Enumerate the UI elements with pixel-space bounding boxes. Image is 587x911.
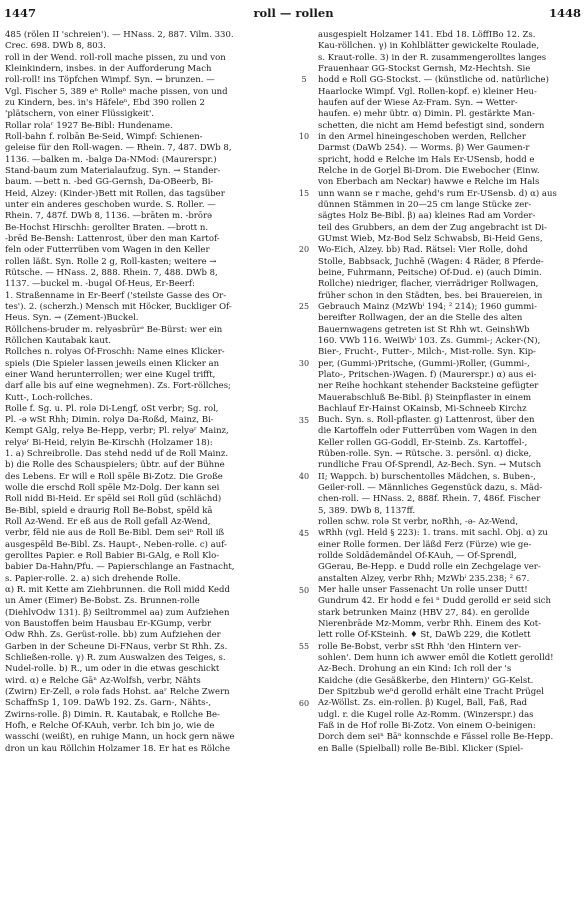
text-line: Pl. -ə wSt Rhh; Dimin. rolyə Da-Roßd, Mainz, Bi- [5, 415, 214, 426]
right-column [318, 30, 581, 908]
text-line: -brēd Be-Bensh: Lattenrost, über den man Kartof- [5, 233, 220, 244]
text-line: Kleinkindern, insbes. in der Aufforderung Mach [5, 63, 212, 74]
text-line: rollde Soldādemändel Of-KAuh, — Of-Sprendl, [318, 551, 517, 562]
text-line: Gundrum 42. Er hodd e fei ⁿ Dudd gerolld er seid sich [318, 596, 552, 607]
text-line: Keller rollen GG-Goddl, Er-Steinb. Zs. Kartoffel-, [318, 437, 528, 448]
text-line: früher schon in den Städten, bes. bei Brauereien, in [318, 290, 543, 301]
text-line: Heid, Alzey: (Kinder-)Bett mit Rollen, das tagsüber [5, 188, 225, 199]
right-page-number: 1448 [548, 6, 581, 20]
text-line: ausgespēld Be-Bibl. Zs. Haupt-, Neben-rolle. c) auf- [5, 539, 227, 550]
line-number: 50 [298, 585, 310, 595]
line-number: 30 [298, 358, 310, 368]
text-line: anstalten Alzey, verbr Rhh; MzWbⁱ 235.238; ² 67. [318, 573, 530, 584]
text-line: Be-Bibl, spield e draurig Roll Be-Bobst, spēld kā [5, 505, 213, 516]
text-line: beine, Fuhrmann, Peitsche) Of-Dud. e) (auch Dimin. [318, 267, 542, 278]
text-line: Rütsche. — HNass. 2, 888. Rhein. 7, 488. DWb 8, [5, 267, 218, 278]
text-line: 'plätschern, von einer Flüssigkeit'. [5, 109, 154, 120]
text-line: Rollar rolaʳ 1927 Be-Bibl: Hundename. [5, 120, 173, 131]
text-line: 1137. —buckel m. -bugəl Of-Heus, Er-Beerf: [5, 279, 195, 290]
text-line: Darmst (DaWb 254). — Worms. β) Wer Gaumen-r [318, 143, 530, 154]
text-line: Rollche) niedriger, flacher, vierrädriger Rollwagen, [318, 279, 539, 290]
text-line: roll-roll! ins Töpfchen Wimpf. Syn. → brunzen. — [5, 75, 215, 86]
text-line: darf alle bis auf eine wegnehmen). Zs. Fort-röllches; [5, 381, 231, 392]
text-line: gerolltes Papier. e Roll Babier Bi-GAlg, e Roll Klo- [5, 551, 220, 562]
text-line: Rüben-rolle. Syn. → Rütsche. 3. persönl. α) dicke, [318, 449, 532, 460]
text-line: die Kartoffeln oder Futterrüben vom Wagen in den [318, 426, 537, 437]
text-line: Stolle, Babbsack, Juchhē (Wagen: 4 Räder, 8 Pferde- [318, 256, 544, 267]
text-line: Garben in der Scheune Di-FNaus, verbr St Rhh. Zs. [5, 641, 228, 652]
line-number: 25 [298, 302, 310, 312]
text-line: s. Papier-rolle. 2. a) sich drehende Rolle. [5, 573, 181, 584]
text-line: ner Reihe hochkant stehender Backsteine gefügter [318, 381, 539, 392]
text-line: Kau-röllchen. γ) in Kohlblätter gewickelte Roulade, [318, 41, 540, 52]
text-line: Heus. Syn. → (Zement-)Buckel. [5, 313, 139, 324]
text-line: Rolle f. Sg. u. Pl. rolə Di-Lengf, oSt verbr; Sg. rol, [5, 403, 219, 414]
text-line: Kutt-, Loch-rollches. [5, 392, 93, 403]
line-number: 10 [298, 132, 310, 142]
text-line: tes'). 2. (scherzh.) Mensch mit Höcker, Buckliger Of- [5, 301, 232, 312]
line-number: 40 [298, 472, 310, 482]
text-line: 1. a) Schreibrolle. Das stehd nedd uf de Roll Mainz. [5, 449, 229, 460]
text-line: teil des Grubbers, an dem der Zug angebracht ist Di- [318, 222, 547, 233]
text-line: II; Wappch. b) burschentolles Mädchen, s. Buben-, [318, 471, 536, 482]
text-line: einer Wand herunterrollen; wer eine Kugel trifft, [5, 369, 216, 380]
text-line: Rhein. 7, 487f. DWb 8, 1136. —brāten m. -brōrə [5, 211, 213, 222]
text-line: SchaffnSp 1, 109. DaWb 192. Zs. Garn-, Nähts-, [5, 698, 212, 709]
text-line: Mer halle unser Fassenacht Un rolle unser Dutt! [318, 585, 528, 596]
running-head: roll — rollen [253, 6, 334, 20]
text-line: Schließen-rolle. γ) R. zum Auswalzen des Teiges, s. [5, 653, 226, 664]
text-line: 1136. —balken m. -balgə Da-NMod: (Maurerspr.) [5, 154, 217, 165]
text-line: geleise für den Roll-wagen. — Rhein. 7, 487. DWb 8, [5, 143, 232, 154]
text-line: Kempt GAlg, relyə Be-Hepp, verbr; Pl. relyəʳ Mainz, [5, 426, 229, 437]
line-number-margin [294, 30, 314, 908]
text-line: Mauerabschluß Be-Bibl. β) Steinpflaster in einem [318, 392, 532, 403]
text-line: stark betrunken Mainz (HBV 27, 84). en gerollde [318, 607, 530, 618]
text-line: Faß in de Hof rolle Bi-Zotz. Von einem O-beinigen: [318, 721, 536, 732]
line-number: 20 [298, 245, 310, 255]
text-line: s. Kraut-rolle. 3) in der R. zusammengerolltes langes [318, 52, 547, 63]
text-line: Bachlauf Er-Hainst OKainsb, Mi-Schneeb Kirchz [318, 403, 527, 414]
text-line: Röllchen Kautabak kaut. [5, 335, 111, 346]
text-line: ausgespielt Holzamer 141. Ebd 18. LöffIBo 12. Zs. [318, 30, 536, 40]
text-line: Plato-, Pritschen-)Wagen. f) (Maurerspr.) α) aus ei- [318, 369, 537, 380]
text-line: Relche in de Gorjel Bi-Drom. Die Ewebocher (Einw. [318, 165, 540, 176]
text-line: wird. α) e Relche Gāⁿ Az-Wolfsh, verbr, Nähts [5, 675, 201, 686]
text-line: Zwirns-rolle. β) Dimin. R. Kautabak, e Rollche Be- [5, 709, 220, 720]
left-column [5, 30, 266, 908]
line-number: 45 [298, 528, 310, 538]
text-line: wasschi (weißt), en ruhige Mann, un hock gern näwe [5, 732, 235, 743]
text-line: hodd e Roll GG-Stockst. — (künstliche od. natürliche) [318, 75, 549, 86]
text-line: spricht, hodd e Relche im Hals Er-USensb, hodd e [318, 154, 535, 165]
text-line: verbr, fēld nie aus de Roll Be-Bibl. Dem seiⁿ Roll iß [5, 528, 225, 539]
text-line: Röllchens-bruder m. relyəsbrūrᵊ Be-Bürst: wer ein [5, 324, 223, 335]
text-line: Roll-bahn f. rolbān Be-Seid, Wimpf: Schienen- [5, 131, 203, 142]
text-line: unter ein anderes geschoben wurde. S. Roller. — [5, 199, 216, 210]
text-line: un Āmer (Eimer) Be-Bobst. Zs. Brunnen-rolle [5, 596, 200, 607]
text-line: en Balle (Spielball) rolle Be-Bibl. Klicker (Spiel- [318, 743, 524, 754]
text-line: rollen schw. rolə St verbr, noRhh, -ə- Az-Wend, [318, 517, 519, 528]
text-line: sohlen'. Dem hunn ich awwer emōl die Kotlett gerolld! [318, 653, 554, 664]
text-line: Az-Wöllst. Zs. ein-rollen. β) Kugel, Ball, Faß, Rad [318, 698, 528, 709]
text-line: Der Spitzbub weⁿd gerolld erhält eine Tracht Prügel [318, 687, 544, 698]
text-line: Be-Hochst Hirschh: gerollter Braten. —brott n. [5, 222, 209, 233]
text-line: 485 (rölen II 'schreien'). — HNass. 2, 887. Vilm. 330. [5, 30, 234, 40]
text-line: Gebrauch Mainz (MzWbⁱ 194; ² 214); 1960 gummi- [318, 301, 537, 312]
text-line: Wo-Eich, Alzey. bb) Rad. Rätsel: Vier Rolle, dohd [318, 245, 528, 256]
line-number: 15 [298, 188, 310, 198]
text-line: GGerau, Be-Hepp. e Dudd rolle ein Zechgelage ver- [318, 562, 541, 573]
text-line: b) die Rolle des Schauspielers; übtr. auf der Bühne [5, 460, 225, 471]
text-line: unn wann se r mache, gehd's rum Er-USensb. d) α) aus [318, 188, 557, 199]
text-line: α) R. mit Kette am Ziehbrunnen. die Roll midd Kedd [5, 585, 230, 596]
text-line: babier Da-Hahn/Pfu. — Papierschlange an Fastnacht, [5, 562, 235, 573]
text-line: roll in der Wend. roll-roll mache pissen, zu und von [5, 52, 226, 63]
text-line: Kaidche (die Gesäßkerbe, den Hintern)' GG-Kelst. [318, 675, 534, 686]
text-line: Nudel-rolle. b) R., um oder in die etwas geschickt [5, 664, 220, 675]
text-line: rollen läßt. Syn. Rolle 2 g, Roll-kasten; weitere → [5, 256, 217, 267]
text-line: Rollches n. rolyəs Of-Froschh: Name eines Klicker- [5, 347, 225, 358]
text-line: Roll nidd Bi-Heid. Er spēld sei Roll gūd (schlächd) [5, 494, 222, 505]
text-line: schetten, die nicht am Hemd befestigt sind, sondern [318, 120, 545, 131]
text-line: haufen. e) mehr übtr. α) Dimin. Pl. gestärkte Man- [318, 109, 535, 120]
text-line: wRhh (vgl. Held § 223): 1. trans. mit sachl. Obj. α) zu [318, 528, 548, 539]
text-line: (DiehlvOdw 131). β) Seiltrommel aa) zum Aufziehen [5, 607, 230, 618]
text-line: Odw Rhh. Zs. Gerüst-rolle. bb) zum Aufziehen der [5, 630, 221, 641]
text-line: in den Ärmel hineingeschoben werden, Rellcher [318, 131, 526, 142]
text-line: einer Rolle formen. Der läßd Ferz (Fürze) wie ge- [318, 539, 532, 550]
text-line: GUmst Wieb, Mz-Bod Selz Schwabsb, Bi-Heid Gens, [318, 233, 543, 244]
text-line: per, (Gummi-)Pritsche, (Gummi-)Roller, (Gummi-, [318, 358, 530, 369]
text-line: Az-Bech. Drohung an ein Kind: Ich roll der 's [318, 664, 512, 675]
text-line: feln oder Futterrüben vom Wagen in den Keller [5, 245, 210, 256]
text-line: spiels (Die Spieler lassen jeweils einen Klicker an [5, 358, 220, 369]
text-line: Bier-, Frucht-, Futter-, Milch-, Mist-rolle. Syn. Kip- [318, 347, 536, 358]
text-line: Crec. 698. DWb 8, 803. [5, 41, 106, 52]
text-line: Dorch dem seiⁿ Bāⁿ konnschde e Fässel rolle Be-Hepp. [318, 732, 554, 743]
text-line: von Eberbach am Neckar) hawwe e Relche im Hals [318, 177, 540, 188]
line-number: 5 [301, 75, 307, 85]
text-line: des Lebens. Er will e Roll spēle Bi-Zotz. Die Große [5, 471, 223, 482]
text-line: Nierenbrāde Mz-Momm, verbr Rhh. Einem des Kot- [318, 619, 542, 630]
line-number: 60 [298, 699, 310, 709]
text-line: haufen auf der Wiese Az-Fram. Syn. → Wetter- [318, 97, 518, 108]
text-line: 5, 389. DWb 8, 1137ff. [318, 505, 416, 516]
text-line: bereifter Rollwagen, der an die Stelle des alten [318, 313, 523, 324]
text-line: dünnen Stämmen in 20—25 cm lange Stücke zer- [318, 199, 532, 210]
text-line: 1. Straßenname in Er-Beerf ('steilste Gasse des Or- [5, 290, 227, 301]
text-line: lett rolle Of-KSteinh. ♦ St, DaWb 229, die Kotlett [318, 630, 531, 641]
text-line: rundliche Frau Of-Sprendl, Az-Bech. Syn. → Mutsch [318, 460, 542, 471]
text-line: (Zwirn) Er-Zell, ə rolə fads Hohst. aaʳ Relche Zwern [5, 687, 230, 698]
text-line: Frauenhaar GG-Stockst Gernsh, Mz-Hechtsh. Sie [318, 63, 531, 74]
line-number: 55 [298, 642, 310, 652]
text-line: relyəʳ Bi-Heid, relyin Be-Kirschh (Holzamer 18): [5, 437, 213, 448]
text-line: Haarlocke Wimpf. Vgl. Rollen-kopf. e) kleiner Heu- [318, 86, 537, 97]
left-page-number: 1447 [4, 6, 37, 20]
text-line: zu Kindern, bes. in's Häfeleⁿ, Ebd 390 rollen 2 [5, 97, 205, 108]
text-line: Geiler-roll. — Männliches Gegenstück dazu, s. Mäd- [318, 483, 543, 494]
text-line: baum. —bett n. -bed GG-Gernsh, Da-OBeerb, Bi- [5, 177, 214, 188]
text-line: Buch. Syn. s. Roll-pflaster. g) Lattenrost, über den [318, 415, 535, 426]
text-line: 160. VWb 116. WeiWbⁱ 103. Zs. Gummi-; Acker-(N), [318, 335, 541, 346]
text-line: sägtes Holz Be-Bibl. β) aa) kleines Rad am Vorder- [318, 211, 536, 222]
text-line: Bauernwagens getreten ist St Rhh wt. GeinshWb [318, 324, 530, 335]
text-line: Vgl. Fischer 5, 389 eⁿ Rolleⁿ mache pissen, von und [5, 86, 228, 97]
text-line: udgl. r. die Kugel rolle Az-Romm. (Winzerspr.) das [318, 709, 534, 720]
text-line: wolle die erschd Roll spēle Mz-Dolg. Der kann sei [5, 483, 220, 494]
text-line: dron un kau Röllchin Holzamer 18. Er hat es Rölche [5, 743, 231, 754]
text-line: Hofh, e Relche Of-KAuh, verbr. Ich bin jo, wie de [5, 721, 215, 732]
text-line: rolle Be-Bobst, verbr sSt Rhh 'den Hintern ver- [318, 641, 521, 652]
text-line: von Baustoffen beim Hausbau Er-KGump, verbr [5, 619, 212, 630]
text-line: Stand-baum zum Materialaufzug. Syn. → Stander- [5, 165, 221, 176]
text-line: Roll Az-Wend. Er eß aus de Roll gefall Az-Wend, [5, 517, 211, 528]
text-line: chen-roll. — HNass. 2, 888f. Rhein. 7, 486f. Fischer [318, 494, 541, 505]
line-number: 35 [298, 415, 310, 425]
